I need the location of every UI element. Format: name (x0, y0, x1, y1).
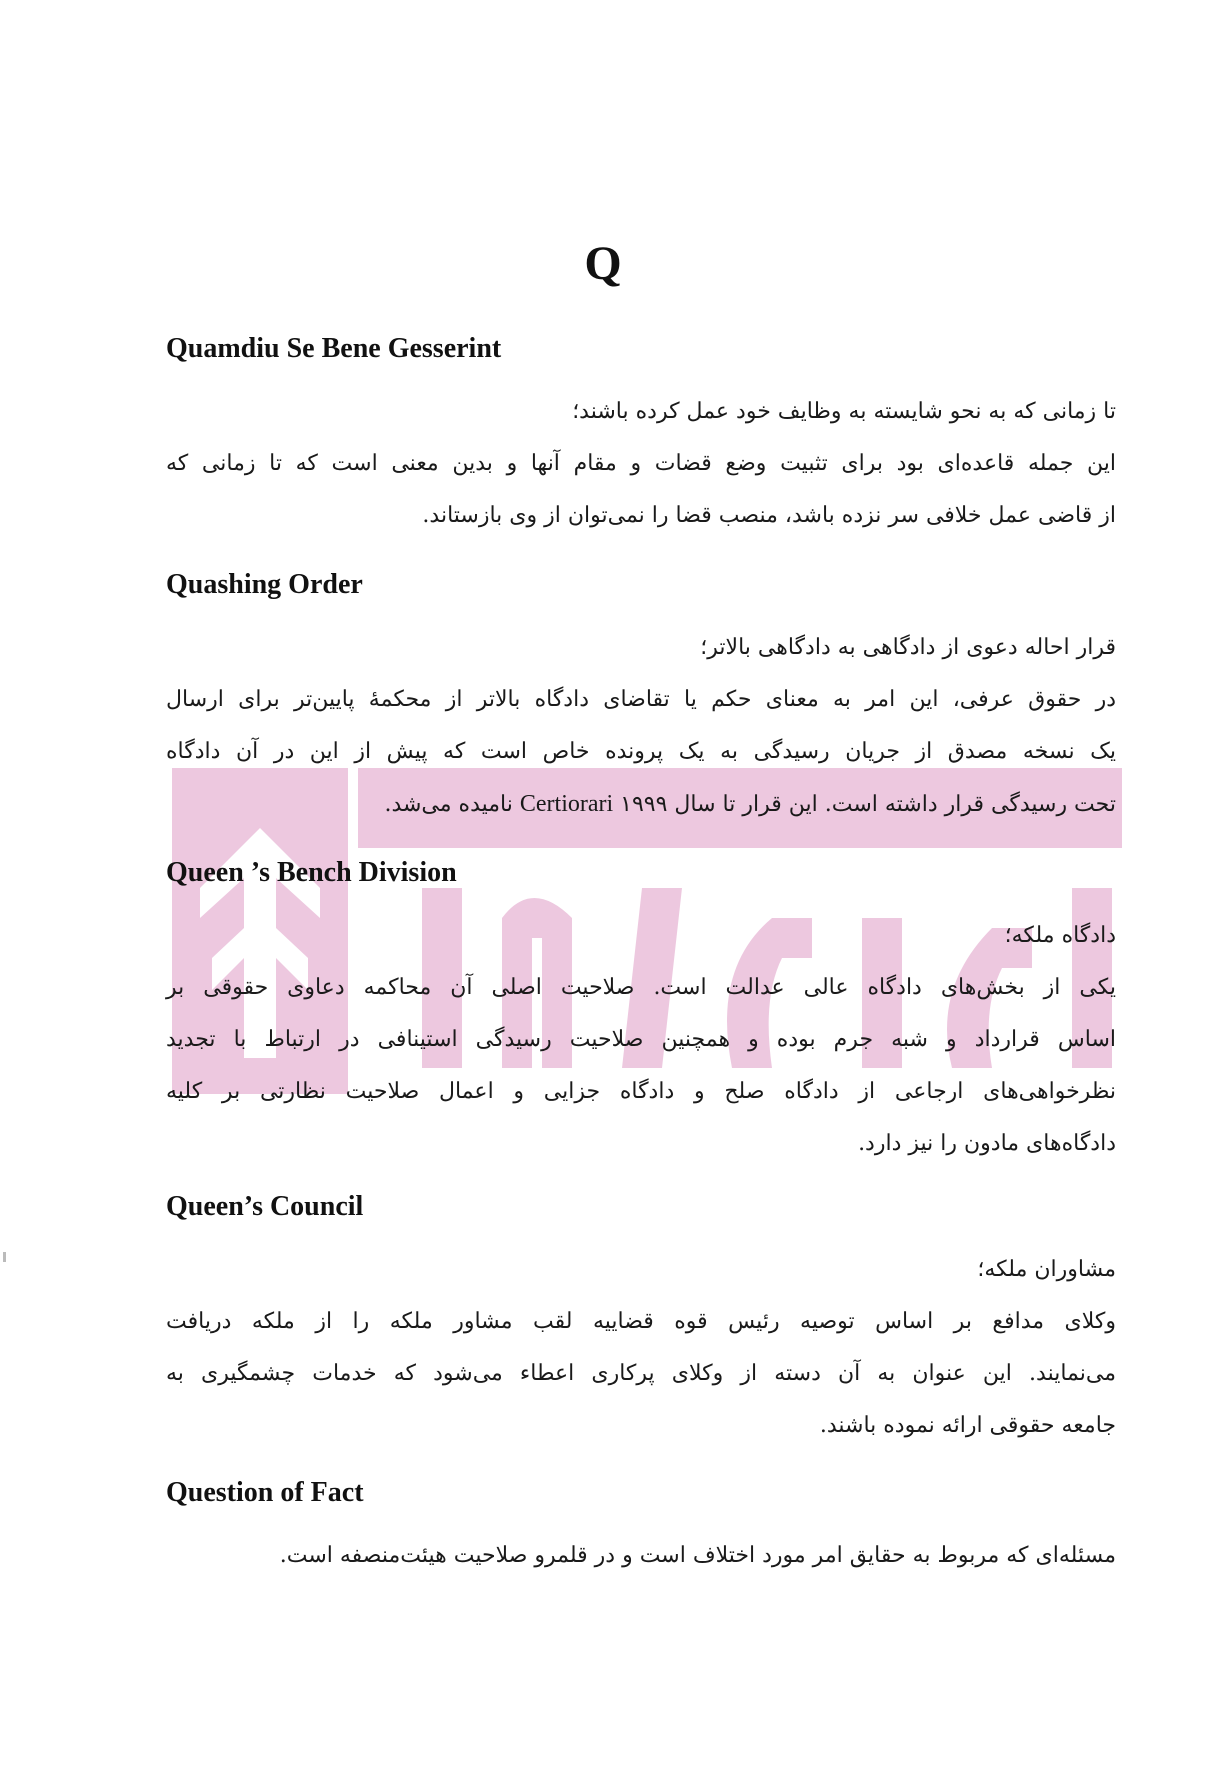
section-letter: Q (584, 237, 622, 290)
definition-line: تا زمانی که به نحو شایسته به وظایف خود عمل کرده باشند؛ (572, 399, 1116, 424)
entry-queens-council (166, 1190, 1116, 1452)
entry-definition (166, 1530, 1116, 1582)
definition-line: دادگاه‌های مادون را نیز دارد. (858, 1131, 1116, 1156)
definition-line: مسئله‌ای که مربوط به حقایق امر مورد اختلاف است و در قلمرو صلاحیت هیئت‌منصفه است. (279, 1543, 1116, 1568)
definition-text: تحت رسیدگی قرار داشته است. این قرار تا سال ۱۹۹۹ (620, 792, 1116, 817)
entry-term: Queen’s Council (166, 1191, 364, 1222)
definition-line: قرار احاله دعوی از دادگاهی به دادگاهی بالاتر؛ (700, 635, 1116, 660)
entry-quashing-order (166, 568, 1116, 831)
entry-term: Question of Fact (166, 1477, 364, 1508)
latin-term: Certiorari (519, 791, 614, 817)
definition-text: نامیده می‌شد. (384, 792, 513, 817)
entry-definition (166, 910, 1116, 1170)
entry-definition (166, 386, 1116, 542)
entry-term: Quashing Order (166, 569, 363, 600)
definition-line: دادگاه ملکه؛ (1004, 923, 1116, 948)
entry-quamdiu (166, 332, 1116, 542)
entry-term: Quamdiu Se Bene Gesserint (166, 333, 502, 364)
entry-queens-bench-division (166, 856, 1116, 1170)
entry-definition (166, 1244, 1116, 1452)
definition-line: از قاضی عمل خلافی سر نزده باشد، منصب قضا را نمی‌توان از وی بازستاند. (422, 503, 1116, 528)
definition-line: این جمله قاعده‌ای بود برای تثبیت وضع قضات و مقام آنها و بدین معنی است که تا زمانی که (166, 451, 1116, 476)
definition-line: یکی از بخش‌های دادگاه عالی عدالت است. صلاحیت اصلی آن محاکمه دعاوی حقوقی بر (166, 975, 1116, 1000)
entry-term: Queen ’s Bench Division (166, 857, 457, 888)
definition-line: می‌نمایند. این عنوان به آن دسته از وکلای پرکاری اعطاء می‌شود که خدمات چشمگیری به (166, 1361, 1116, 1386)
entry-question-of-fact (166, 1476, 1116, 1582)
definition-line: در حقوق عرفی، این امر به معنای حکم یا تقاضای دادگاه بالاتر از محکمهٔ پایین‌تر برای ارسال (166, 687, 1116, 712)
definition-line: اساس قرارداد و شبه جرم بوده و همچنین صلاحیت رسیدگی استینافی در ارتباط با تجدید (166, 1027, 1116, 1052)
entry-definition (166, 622, 1116, 831)
definition-line: نظرخواهی‌های ارجاعی از دادگاه صلح و دادگاه جزایی و اعمال صلاحیت نظارتی بر کلیه (166, 1079, 1116, 1104)
definition-line: مشاوران ملکه؛ (977, 1257, 1116, 1282)
margin-mark (3, 1252, 6, 1262)
definition-line: وکلای مدافع بر اساس توصیه رئیس قوه قضاییه لقب مشاور ملکه را از ملکه دریافت (166, 1309, 1116, 1334)
definition-line: یک نسخه مصدق از جریان رسیدگی به یک پرونده خاص است که پیش از این در آن دادگاه (166, 739, 1116, 764)
definition-line: جامعه حقوقی ارائه نموده باشند. (819, 1413, 1116, 1438)
definition-line (166, 778, 1116, 831)
